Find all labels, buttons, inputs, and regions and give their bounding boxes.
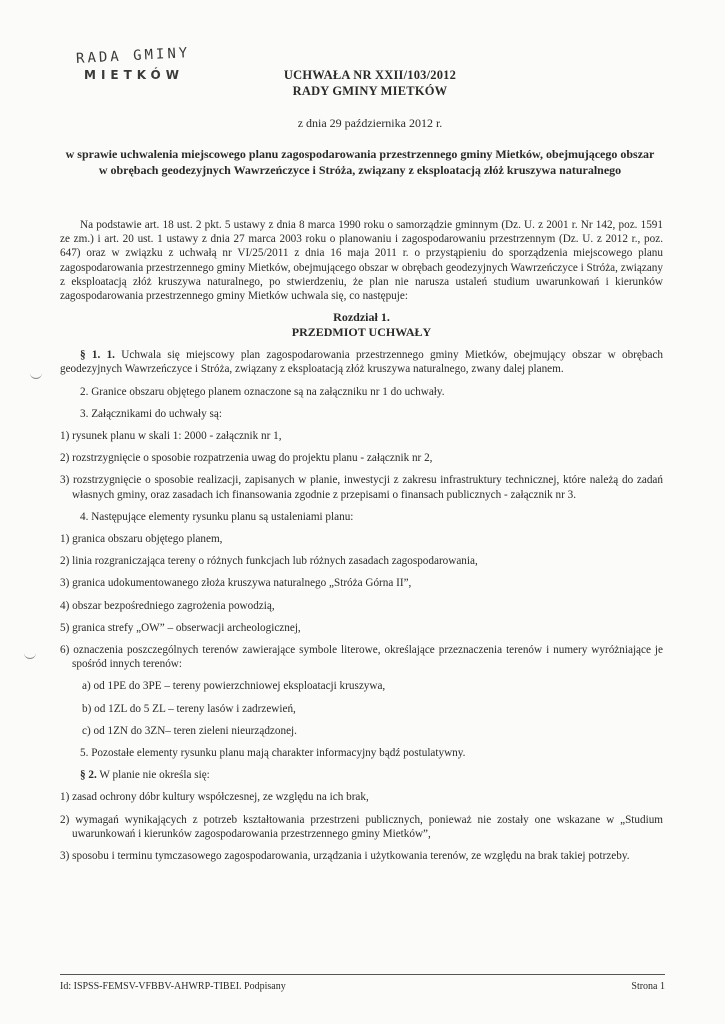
list-item: 4) obszar bezpośredniego zagrożenia powodzią,: [60, 599, 275, 612]
list-item: 5) granica strefy „OW” – obserwacji archeologicznej,: [60, 621, 301, 634]
chapter-title: PRZEDMIOT UCHWAŁY: [291, 325, 432, 340]
section-1-paragraph-5: 5. Pozostałe elementy rysunku planu mają charakter informacyjny bądź postulatywny.: [80, 747, 466, 760]
list-item: 3) rozstrzygnięcie o sposobie realizacji, zapisanych w planie, inwestycji z zakresu infrastruktury technicznej, które należą do zadań własnych gminy, oraz zasadach ich finansowania zgodnie z przepisami o finansach publicznych - załącznik nr 3.: [60, 474, 663, 501]
list-item: 1) granica obszaru objętego planem,: [60, 533, 223, 546]
section-1-lead: § 1. 1.: [80, 349, 115, 362]
list-item: 2) wymagań wynikających z potrzeb kształtowania przestrzeni publicznych, ponieważ nie zostały one wskazane w „Studium uwarunkowań i kierunków zagospodarowania przestrzennego gminy Mietków”,: [60, 813, 663, 840]
list-item: 3) sposobu i terminu tymczasowego zagospodarowania, urządzania i użytkowania terenów, ze względu na brak takiej potrzeby.: [60, 850, 630, 863]
sub-list-item: b) od 1ZL do 5 ZL – tereny lasów i zadrzewień,: [82, 702, 296, 715]
document-id: Id: ISPSS-FEMSV-VFBBV-AHWRP-TIBEI. Podpisany: [60, 981, 286, 992]
council-name: RADY GMINY MIETKÓW: [292, 84, 448, 98]
stamp-line-2: MIETKÓW: [84, 68, 184, 82]
chapter-heading: [60, 310, 663, 340]
section-2-lead: § 2.: [80, 769, 97, 782]
section-1-paragraph-3: 3. Załącznikami do uchwały są:: [80, 407, 222, 420]
section-2-intro: § 2. W planie nie określa się:: [80, 769, 210, 782]
page-number: Strona 1: [631, 981, 665, 992]
page-footer: [60, 974, 665, 992]
margin-pencil-mark: [24, 650, 36, 659]
list-item: 2) linia rozgraniczająca tereny o różnych funkcjach lub różnych zasadach zagospodarowania,: [60, 555, 478, 568]
list-item: 1) rysunek planu w skali 1: 2000 - załącznik nr 1,: [60, 430, 282, 443]
list-item: 2) rozstrzygnięcie o sposobie rozpatrzenia uwag do projektu planu - załącznik nr 2,: [60, 452, 433, 465]
resolution-number: UCHWAŁA NR XXII/103/2012: [283, 68, 457, 82]
section-1-paragraph-4: 4. Następujące elementy rysunku planu są ustaleniami planu:: [80, 510, 354, 523]
sub-list-item: c) od 1ZN do 3ZN– teren zieleni nieurządzonej.: [82, 724, 297, 737]
section-1-paragraph-1: § 1. 1. Uchwala się miejscowy plan zagospodarowania przestrzennego gminy Mietków, obejmujący obszar w obrębach geodezyjnych Wawrzeńczyce i Stróża, związany z eksploatacją złóż kruszywa naturalnego, zwany dalej planem.: [60, 349, 663, 376]
list-item: 3) granica udokumentowanego złoża kruszywa naturalnego „Stróża Górna II”,: [60, 577, 412, 590]
preamble: Na podstawie art. 18 ust. 2 pkt. 5 ustawy z dnia 8 marca 1990 roku o samorządzie gminnym (Dz. U. z 2001 r. Nr 142, poz. 1591 ze zm.) i art. 20 ust. 1 ustawy z dnia 27 marca 2003 roku o planowaniu i zagospodarowaniu przestrzennym (Dz. U. z 2012 r., poz. 647) oraz w związku z uchwałą nr VI/25/2011 z dnia 16 maja 2011 r. o przystąpieniu do sporządzenia miejscowego planu zagospodarowania przestrzennego gminy Mietków, obejmującego obszar w obrębach geodezyjnych Wawrzeńczyce i Stróża, związany z eksploatacją złóż kruszywa naturalnego, po stwierdzeniu, że plan nie narusza ustaleń studium uwarunkowań i kierunków zagospodarowania przestrzennego gminy Mietków uchwala się, co następuje:: [60, 219, 663, 303]
document-body: [60, 218, 663, 863]
resolution-subject: w sprawie uchwalenia miejscowego planu zagospodarowania przestrzennego gminy Mietków, obejmującego obszar w obrębach geodezyjnych Wawrzeńczyce i Stróża, związany z eksploatacją złóż kruszywa naturalnego: [65, 147, 655, 177]
stamp-line-1: RADA GMINY: [75, 45, 191, 67]
sub-list-item: a) od 1PE do 3PE – tereny powierzchniowej eksploatacji kruszywa,: [82, 680, 386, 693]
council-stamp: [75, 45, 191, 82]
chapter-number: Rozdział 1.: [333, 310, 390, 325]
margin-pencil-mark: [30, 370, 42, 379]
section-1-paragraph-2: 2. Granice obszaru objętego planem oznaczone są na załączniku nr 1 do uchwały.: [80, 385, 445, 398]
list-item: 6) oznaczenia poszczególnych terenów zawierające symbole literowe, określające przeznaczenia terenów i numery wyróżniające je spośród innych terenów:: [60, 644, 663, 671]
resolution-date: z dnia 29 października 2012 r.: [297, 116, 443, 130]
list-item: 1) zasad ochrony dóbr kultury współczesnej, ze względu na ich brak,: [60, 791, 369, 804]
